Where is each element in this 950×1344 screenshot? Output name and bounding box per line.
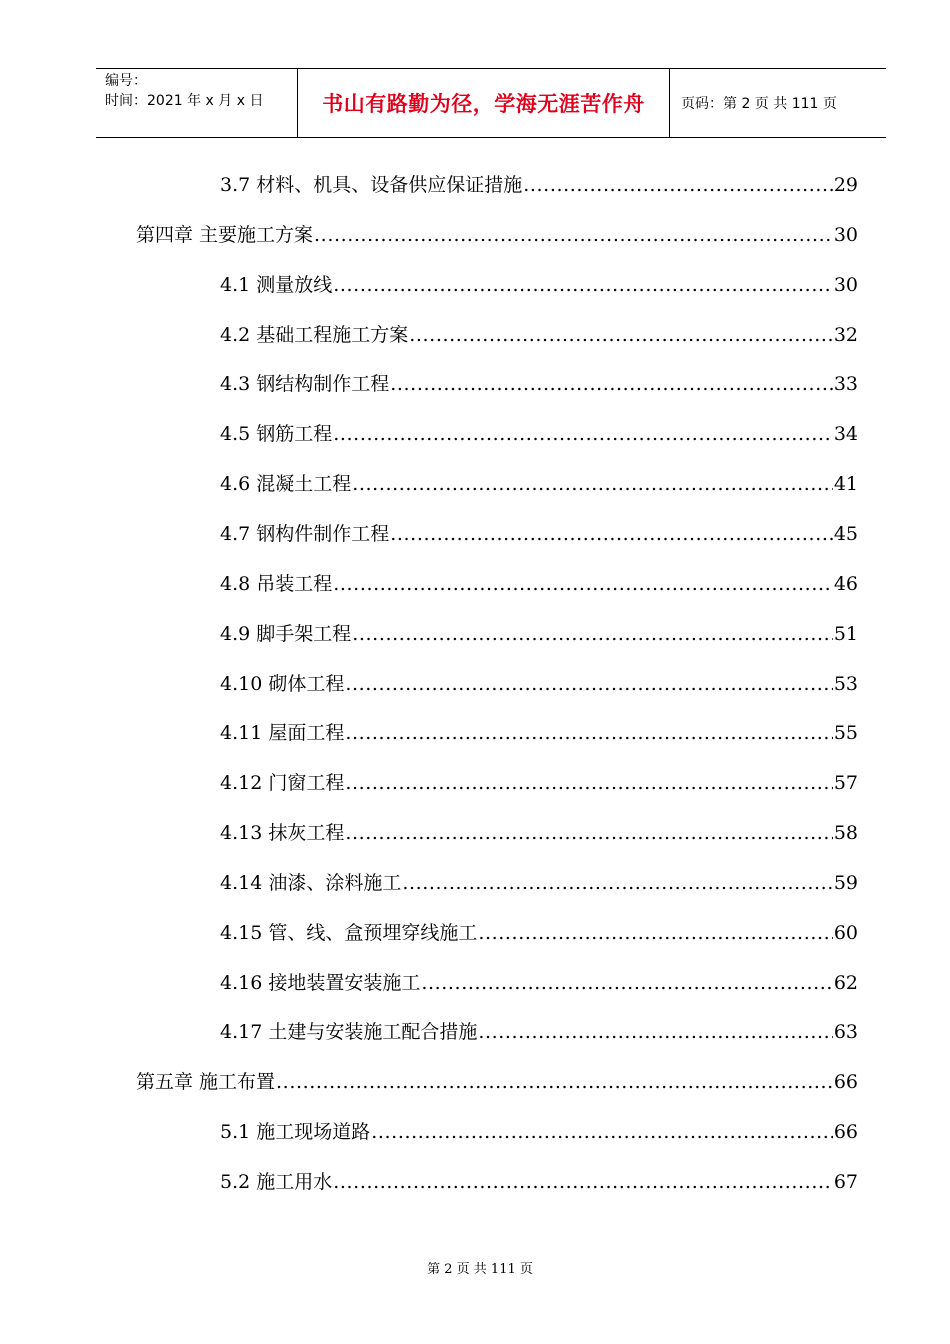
- toc-entry-title: 5.1 施工现场道路: [220, 1121, 371, 1144]
- toc-entry[interactable]: [220, 369, 858, 399]
- toc-entry-page: 51: [833, 622, 858, 645]
- toc-entry[interactable]: [220, 818, 858, 848]
- toc-entry[interactable]: [220, 768, 858, 798]
- toc-entry-title: 4.10 砌体工程: [220, 672, 345, 695]
- toc-entry-page: 30: [833, 273, 858, 296]
- toc-leader-dots: [390, 519, 833, 549]
- toc-leader-dots: [371, 1117, 833, 1147]
- serial-label: 编号：: [105, 73, 147, 89]
- toc-entry-title: 4.1 测量放线: [220, 273, 333, 296]
- toc-leader-dots: [478, 1017, 832, 1047]
- toc-entry-page: 57: [833, 772, 858, 795]
- toc-entry-page: 59: [833, 871, 858, 894]
- toc-entry-title: 4.2 基础工程施工方案: [220, 323, 409, 346]
- toc-entry-page: 62: [833, 971, 858, 994]
- toc-entry-title: 4.9 脚手架工程: [220, 622, 352, 645]
- toc-leader-dots: [333, 1167, 833, 1197]
- toc-entry[interactable]: [220, 569, 858, 599]
- toc-entry-page: 55: [833, 722, 858, 745]
- toc-entry[interactable]: [220, 718, 858, 748]
- toc-leader-dots: [478, 918, 832, 948]
- toc-entry-page: 66: [833, 1121, 858, 1144]
- toc-leader-dots: [333, 419, 833, 449]
- page-header: [96, 68, 886, 138]
- toc-entry-title: 5.2 施工用水: [220, 1171, 333, 1193]
- toc-leader-dots: [421, 968, 832, 998]
- toc-entry-title: 4.5 钢筋工程: [220, 423, 333, 446]
- toc-entry[interactable]: [220, 320, 858, 350]
- toc-entry-title: 3.7 材料、机具、设备供应保证措施: [220, 174, 523, 196]
- header-page-info: 页码：第 2 页 共 111 页: [681, 96, 837, 112]
- toc-entry-page: 33: [833, 373, 858, 396]
- toc-entry-title: 4.11 屋面工程: [220, 722, 345, 745]
- toc-leader-dots: [352, 619, 833, 649]
- toc-entry[interactable]: [136, 220, 858, 250]
- toc-entry-page: 67: [833, 1171, 858, 1193]
- toc-entry-title: 4.12 门窗工程: [220, 772, 345, 795]
- toc-entry-page: 53: [833, 672, 858, 695]
- header-meta: [96, 69, 297, 137]
- toc-entry[interactable]: [220, 619, 858, 649]
- toc-leader-dots: [409, 320, 833, 350]
- toc-entry[interactable]: [220, 1017, 858, 1047]
- toc-leader-dots: [523, 170, 833, 200]
- toc-leader-dots: [390, 369, 833, 399]
- toc-entry-page: 63: [833, 1021, 858, 1044]
- toc-entry[interactable]: [220, 1167, 858, 1197]
- toc-entry[interactable]: [220, 868, 858, 898]
- toc-entry[interactable]: [220, 519, 858, 549]
- toc-leader-dots: [345, 718, 832, 748]
- toc-leader-dots: [402, 868, 832, 898]
- toc-entry-page: 29: [833, 174, 858, 196]
- toc-entry-title: 4.8 吊装工程: [220, 572, 333, 595]
- toc-leader-dots: [352, 469, 833, 499]
- toc-entry-page: 32: [833, 323, 858, 346]
- toc-entry[interactable]: [136, 1067, 858, 1097]
- toc-entry-title: 4.16 接地装置安装施工: [220, 971, 421, 994]
- toc-entry-page: 66: [833, 1071, 858, 1094]
- toc-entry[interactable]: [220, 968, 858, 998]
- toc-entry-title: 4.7 钢构件制作工程: [220, 522, 390, 545]
- toc-leader-dots: [345, 818, 832, 848]
- toc-entry[interactable]: [220, 170, 858, 200]
- toc-entry[interactable]: [220, 419, 858, 449]
- toc-entry[interactable]: [220, 918, 858, 948]
- toc-entry[interactable]: [220, 1117, 858, 1147]
- toc-entry-page: 45: [833, 522, 858, 545]
- toc-entry-title: 4.6 混凝土工程: [220, 473, 352, 496]
- toc-leader-dots: [333, 270, 833, 300]
- toc-entry-page: 30: [833, 223, 858, 246]
- toc-entry-page: 41: [833, 473, 858, 496]
- toc-entry[interactable]: [220, 270, 858, 300]
- toc-entry-title: 4.14 油漆、涂料施工: [220, 871, 402, 894]
- toc-leader-dots: [345, 768, 832, 798]
- toc-entry-page: 46: [833, 572, 858, 595]
- toc-entry-title: 4.17 土建与安装施工配合措施: [220, 1021, 478, 1044]
- toc-entry-title: 4.3 钢结构制作工程: [220, 373, 390, 396]
- toc-entry-title: 4.13 抹灰工程: [220, 822, 345, 845]
- toc-leader-dots: [276, 1067, 833, 1097]
- time-label: 时间：2021 年 x 月 x 日: [105, 93, 264, 109]
- toc-entry-page: 58: [833, 822, 858, 845]
- toc-leader-dots: [314, 220, 833, 250]
- header-motto: 书山有路勤为径，学海无涯苦作舟: [297, 69, 670, 137]
- toc-entry-page: 34: [833, 423, 858, 446]
- page-footer: 第 2 页 共 111 页: [427, 1262, 533, 1277]
- toc-leader-dots: [333, 569, 833, 599]
- toc-entry[interactable]: [220, 669, 858, 699]
- toc-leader-dots: [345, 669, 832, 699]
- toc-entry-title: 第五章 施工布置: [136, 1071, 276, 1094]
- toc-entry[interactable]: [220, 469, 858, 499]
- toc-entry-title: 第四章 主要施工方案: [136, 223, 314, 246]
- toc-entry-page: 60: [833, 921, 858, 944]
- toc-entry-title: 4.15 管、线、盒预埋穿线施工: [220, 921, 478, 944]
